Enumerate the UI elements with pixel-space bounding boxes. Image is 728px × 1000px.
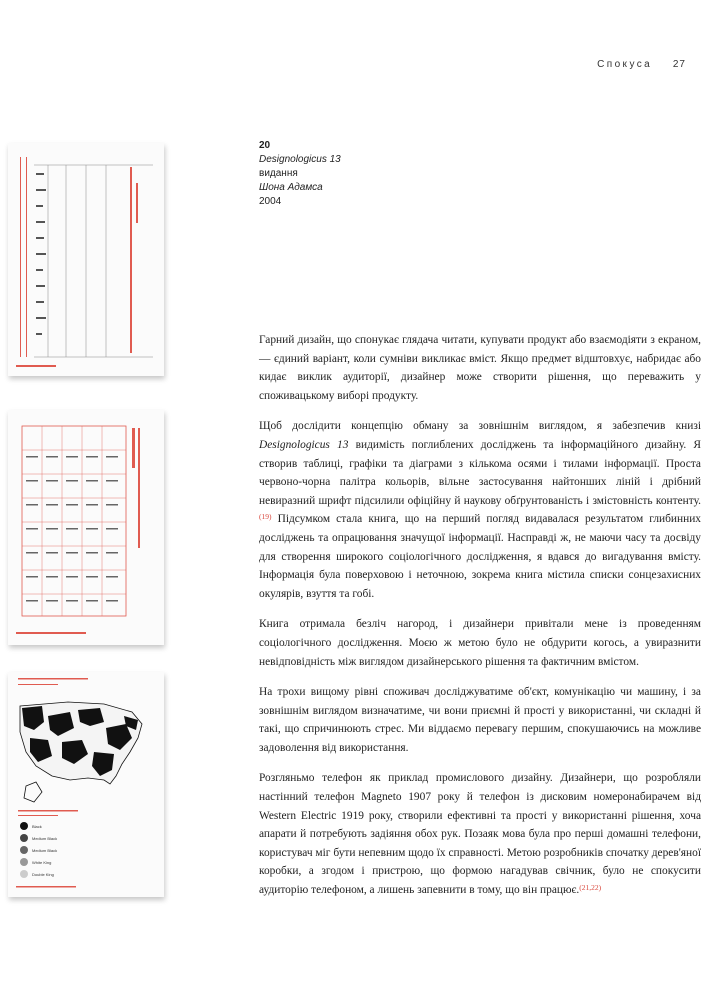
paragraph-2-c: Підсумком стала книга, що на перший погляд видавалася результатом глибинних досліджень та опрацювання значущої інформації. Насправді ж, не маючи часу та досвіду для створення широкого соціологічного дослідження, я вдався до вигадування вмісту. Інформація була поверховою і неточною, зокрема книга містила списки сонцезахисних окулярів, взуття та гобі. [259,513,701,600]
figure-number: 20 [259,140,271,151]
figure-title: Designologicus 13 [259,154,341,165]
legend-2: Medium Black [32,836,58,841]
paragraph-2-b: видимість поглиблених досліджень та інформаційного дизайну. Я створив таблиці, графіки та діаграми з кількома осями і тилами інформації. Проста червоно-чорна палітра кольорів, вільне застосування найтонших ліній і дрібний невиразний шрифт підсилили офіційну й наукову обґрунтованість і змістовність контенту. [259,438,701,507]
table-spread-illustration [8,410,164,645]
legend-5: Double King [32,872,54,877]
paragraph-2-a: Щоб дослідити концепцію обману за зовнішнім виглядом, я забезпечив книзі [259,420,701,433]
body-text [259,331,701,912]
figure-line2: видання [259,168,298,179]
legend-4: White King [32,860,52,865]
paragraph-2 [259,417,701,603]
paragraph-2-title: Designologicus 13 [259,438,349,451]
figure-caption [259,139,341,209]
paragraph-4: На трохи вищому рівні споживач досліджуватиме об'єкт, комунікацію чи машину, і за зовнішнім виглядом визначатиме, чи вони приємні й прості у використанні, чи складні й такі, що спричинюють стрес. Ми віддаємо перевагу першим, спокушаючись на можливе задоволення від використання. [259,686,701,754]
thumbnail-chart-spread [8,143,164,376]
figure-year: 2004 [259,196,282,207]
paragraph-5-a: Розгляньмо телефон як приклад промислового дизайну. Дизайнери, що розробляли настінний телефон Magneto 1907 року й телефон із дисковим номеронабирачем від Western Electric 1919 року, створили ефективні та прості у використанні рішення, хоча апарати й потребують задіяння обох рук. Позаяк мова була про перші домашні телефони, користувач міг бути непевним щодо їх справності. Метою розробників спочатку дерев'яної коробки, а згодом і пристрою, що формою нагадував свічник, було не спокусити аудиторію телефоном, а лишень запевнити в тому, що він працює. [259,772,701,897]
footnote-ref-19: (19) [259,512,272,522]
figure-author: Шона Адамса [259,182,323,193]
legend-1: Black [32,824,42,829]
thumbnail-map-spread [8,672,164,897]
map-spread-illustration [8,672,164,897]
section-title: Спокуса [597,59,653,70]
paragraph-3: Книга отримала безліч нагород, і дизайнери привітали мене із проведенням соціологічного дослідження. Моєю ж метою було не обдурити когось, а увиразнити невідповідність між виглядом дизайнерського рішення та фактичним вмістом. [259,618,701,668]
running-head [597,59,686,70]
thumbnail-table-spread [8,410,164,645]
footnote-ref-21-22: (21,22) [579,883,602,893]
legend-3: Medium Black [32,848,58,853]
chart-spread-illustration [8,143,164,376]
page-number: 27 [672,59,686,70]
paragraph-1: Гарний дизайн, що спонукає глядача читати, купувати продукт або взаємодіяти з екраном, — єдиний варіант, коли сумніви викликає вміст. Якщо предмет відштовхує, набридає або кидає виклик аудиторії, дизайнер може створити рішення, що переважить у споживацькому виборі продукту. [259,334,701,402]
paragraph-5 [259,769,701,899]
